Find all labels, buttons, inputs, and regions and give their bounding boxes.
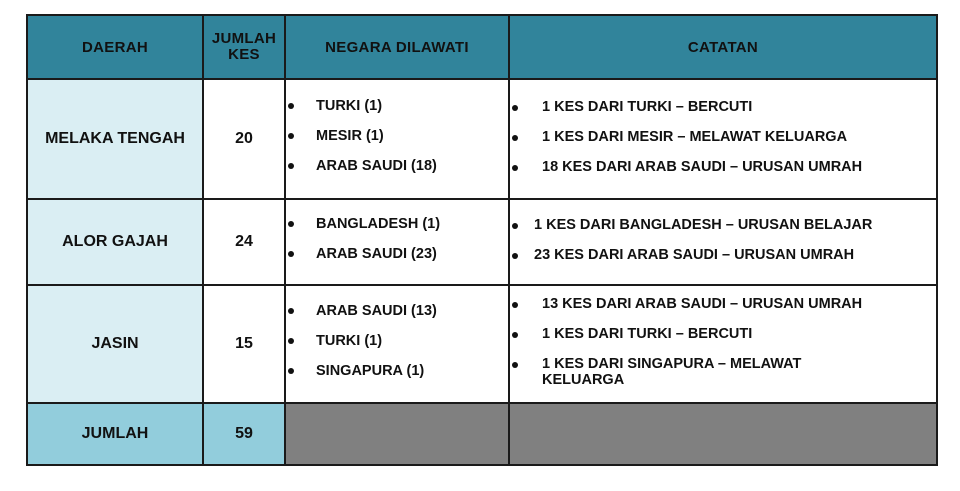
country-text: MESIR (1) bbox=[316, 127, 384, 144]
total-row bbox=[27, 403, 937, 465]
note-text: 23 KES DARI ARAB SAUDI – URUSAN UMRAH bbox=[534, 246, 855, 263]
country-text: TURKI (1) bbox=[316, 332, 383, 349]
country-text: TURKI (1) bbox=[316, 97, 383, 114]
bullet-icon bbox=[288, 221, 294, 227]
bullet-icon bbox=[288, 308, 294, 314]
country-text: BANGLADESH (1) bbox=[316, 215, 441, 232]
district-cell: MELAKA TENGAH bbox=[27, 79, 203, 199]
bullet-icon bbox=[288, 163, 294, 169]
list-item bbox=[286, 303, 508, 319]
list-item bbox=[510, 326, 936, 342]
list-item bbox=[510, 296, 936, 312]
bullet-icon bbox=[512, 302, 518, 308]
notes-cell bbox=[509, 199, 937, 285]
empty-grey-cell bbox=[285, 403, 509, 465]
list-item bbox=[510, 129, 936, 145]
notes-cell bbox=[509, 79, 937, 199]
header-catatan: CATATAN bbox=[509, 15, 937, 79]
list-item bbox=[286, 128, 508, 144]
header-jumlah-kes bbox=[203, 15, 285, 79]
note-text: 1 KES DARI TURKI – BERCUTI bbox=[542, 98, 753, 115]
table-row bbox=[27, 199, 937, 285]
list-item bbox=[510, 247, 936, 263]
bullet-icon bbox=[288, 338, 294, 344]
list-item bbox=[286, 363, 508, 379]
list-item bbox=[286, 98, 508, 114]
note-text: 18 KES DARI ARAB SAUDI – URUSAN UMRAH bbox=[542, 158, 863, 175]
bullet-icon bbox=[512, 362, 518, 368]
country-text: ARAB SAUDI (23) bbox=[316, 245, 437, 262]
header-jumlah-kes-line2: KES bbox=[228, 46, 260, 63]
list-item bbox=[286, 158, 508, 174]
countries-cell bbox=[285, 79, 509, 199]
district-cell: JASIN bbox=[27, 285, 203, 403]
notes-cell bbox=[509, 285, 937, 403]
bullet-icon bbox=[512, 165, 518, 171]
case-count-cell: 24 bbox=[203, 199, 285, 285]
list-item bbox=[510, 356, 936, 388]
header-negara: NEGARA DILAWATI bbox=[285, 15, 509, 79]
bullet-icon bbox=[512, 332, 518, 338]
bullet-icon bbox=[512, 135, 518, 141]
total-value: 59 bbox=[203, 403, 285, 465]
countries-cell bbox=[285, 199, 509, 285]
list-item bbox=[286, 333, 508, 349]
list-item bbox=[286, 246, 508, 262]
bullet-icon bbox=[288, 251, 294, 257]
district-cell: ALOR GAJAH bbox=[27, 199, 203, 285]
case-count-cell: 20 bbox=[203, 79, 285, 199]
note-text: 1 KES DARI BANGLADESH – URUSAN BELAJAR bbox=[534, 216, 873, 233]
bullet-icon bbox=[512, 223, 518, 229]
header-jumlah-kes-line1: JUMLAH bbox=[211, 30, 277, 47]
bullet-icon bbox=[512, 253, 518, 259]
note-text: 1 KES DARI TURKI – BERCUTI bbox=[542, 325, 753, 342]
list-item bbox=[510, 217, 936, 233]
empty-grey-cell bbox=[509, 403, 937, 465]
country-text: ARAB SAUDI (18) bbox=[316, 157, 437, 174]
header-row bbox=[27, 15, 937, 79]
total-label: JUMLAH bbox=[27, 403, 203, 465]
table-row bbox=[27, 285, 937, 403]
header-daerah: DAERAH bbox=[27, 15, 203, 79]
list-item bbox=[510, 99, 936, 115]
list-item bbox=[286, 216, 508, 232]
note-text: 1 KES DARI MESIR – MELAWAT KELUARGA bbox=[542, 128, 848, 145]
case-count-cell: 15 bbox=[203, 285, 285, 403]
cases-table bbox=[26, 14, 938, 466]
bullet-icon bbox=[288, 103, 294, 109]
note-text: 13 KES DARI ARAB SAUDI – URUSAN UMRAH bbox=[542, 295, 863, 312]
bullet-icon bbox=[288, 368, 294, 374]
list-item bbox=[510, 159, 936, 175]
note-text: 1 KES DARI SINGAPURA – MELAWAT KELUARGA bbox=[542, 355, 802, 388]
countries-cell bbox=[285, 285, 509, 403]
bullet-icon bbox=[512, 105, 518, 111]
country-text: ARAB SAUDI (13) bbox=[316, 302, 437, 319]
table-row bbox=[27, 79, 937, 199]
country-text: SINGAPURA (1) bbox=[316, 362, 425, 379]
bullet-icon bbox=[288, 133, 294, 139]
